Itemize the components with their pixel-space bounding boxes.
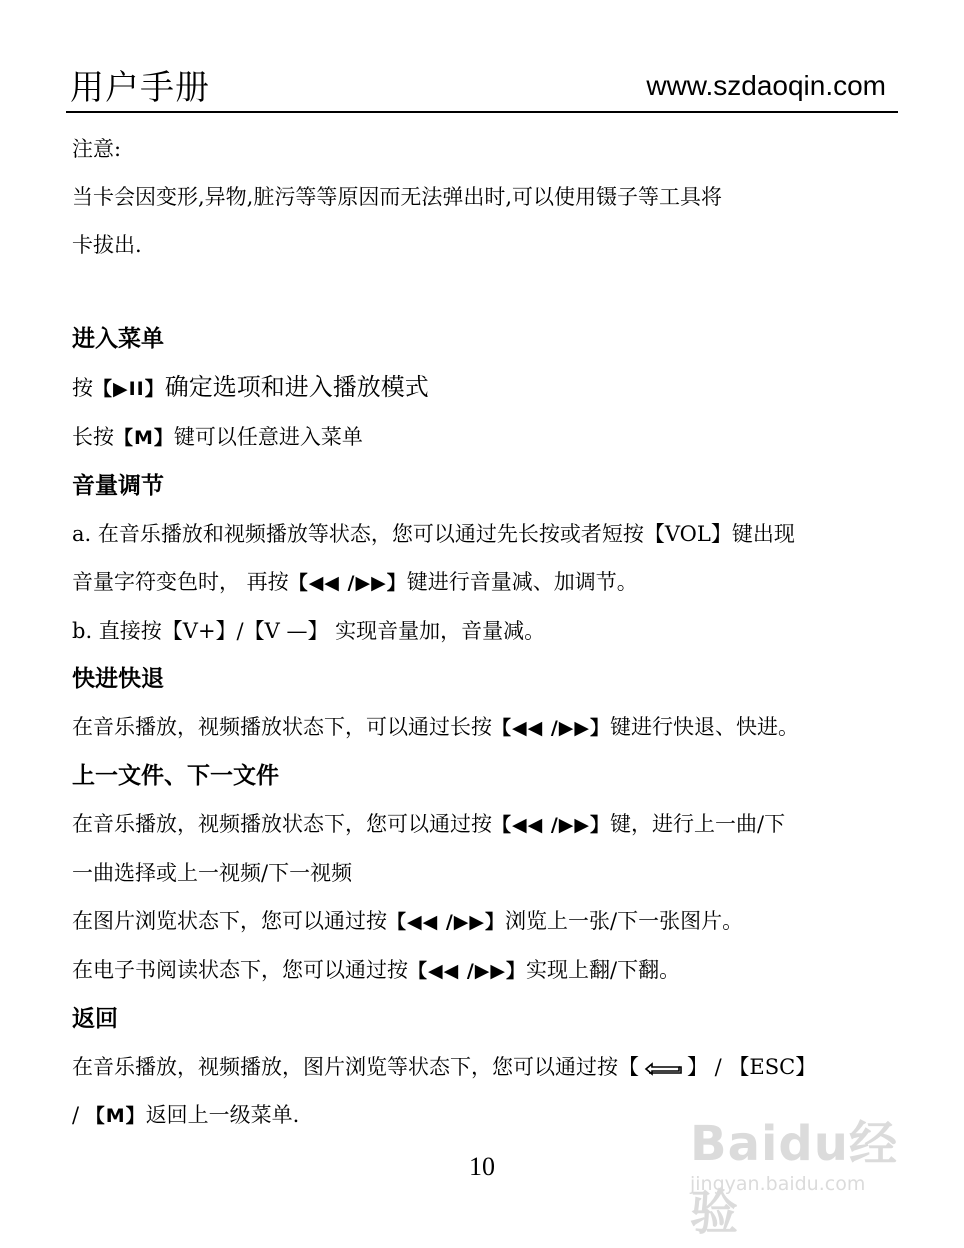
back-line-1-pre: 在音乐播放，视频播放，图片浏览等状态下，您可以通过按【 — [72, 1055, 639, 1079]
menu-line-1-post: 确定选项和进入播放模式 — [164, 373, 429, 401]
volume-line-a2-pre: 音量字符变色时， 再按 — [72, 570, 289, 594]
prevnext-line-1 — [72, 800, 897, 849]
volume-line-a2-post: 键进行音量减、加调节。 — [406, 570, 638, 594]
menu-line-2-pre: 长按 — [72, 425, 114, 449]
prevnext-line-3-pre: 在图片浏览状态下，您可以通过按 — [72, 909, 387, 933]
m-key: 【M】 — [85, 1105, 146, 1127]
note-line-1: 当卡会因变形,异物,脏污等等原因而无法弹出时,可以使用镊子等工具将 — [72, 185, 723, 209]
fastforward-line-1-pre: 在音乐播放，视频播放状态下，可以通过长按 — [72, 715, 492, 739]
prevnext-line-3 — [72, 897, 897, 946]
prevnext-line-4-post: 实现上翻/下翻。 — [526, 958, 681, 982]
volume-line-a1: a. 在音乐播放和视频播放等状态，您可以通过先长按或者短按【VOL】键出现 — [72, 522, 795, 546]
heading-volume: 音量调节 — [72, 473, 164, 499]
section-gap — [72, 269, 897, 315]
heading-back: 返回 — [72, 1006, 118, 1032]
back-line-2-post: 返回上一级菜单. — [145, 1103, 300, 1127]
back-line-2-pre: / — [72, 1103, 86, 1127]
play-pause-key: 【▶II】 — [93, 378, 165, 400]
prev-next-key: 【◀◀ /▶▶】 — [288, 572, 407, 594]
menu-line-1-pre: 按 — [72, 376, 93, 400]
fastforward-line-1 — [72, 703, 897, 752]
header-url: www.szdaoqin.com — [646, 70, 886, 101]
prevnext-line-1-post: 键，进行上一曲/下 — [610, 812, 786, 836]
volume-line-b: b. 直接按【V+】/【V —】 实现音量加，音量减。 — [72, 619, 546, 643]
prevnext-line-3-post: 浏览上一张/下一张图片。 — [505, 909, 744, 933]
page-number: 10 — [469, 1152, 495, 1181]
back-line-1-post: 】 / 【ESC】 — [687, 1055, 817, 1079]
return-arrow-icon — [643, 1062, 683, 1076]
watermark-url: jingyan.baidu.com — [690, 1173, 866, 1195]
prev-next-key: 【◀◀ /▶▶】 — [492, 814, 611, 836]
m-key: 【M】 — [114, 427, 174, 449]
prev-next-key: 【◀◀ /▶▶】 — [408, 960, 527, 982]
watermark-logo: Baidu经验 — [690, 1116, 898, 1241]
note-label: 注意: — [72, 137, 122, 161]
heading-fast-forward: 快进快退 — [72, 666, 164, 692]
prev-next-key: 【◀◀ /▶▶】 — [492, 717, 611, 739]
heading-prev-next-file: 上一文件、下一文件 — [72, 763, 279, 789]
prevnext-line-4 — [72, 946, 897, 995]
prevnext-line-1-pre: 在音乐播放，视频播放状态下，您可以通过按 — [72, 812, 492, 836]
menu-line-2 — [72, 413, 897, 462]
baidu-watermark — [690, 1105, 920, 1241]
prev-next-key: 【◀◀ /▶▶】 — [387, 911, 506, 933]
heading-enter-menu: 进入菜单 — [72, 326, 164, 352]
fastforward-line-1-post: 键进行快退、快进。 — [610, 715, 800, 739]
page-content — [72, 125, 897, 1140]
note-line-2: 卡拔出. — [72, 233, 142, 257]
header-title: 用户手册 — [70, 68, 210, 108]
prevnext-line-4-pre: 在电子书阅读状态下，您可以通过按 — [72, 958, 408, 982]
volume-line-a2 — [72, 558, 897, 607]
menu-line-2-post: 键可以任意进入菜单 — [173, 425, 363, 449]
menu-line-1 — [72, 363, 897, 413]
back-line-1 — [72, 1043, 897, 1091]
header-rule — [66, 111, 898, 113]
prevnext-line-2: 一曲选择或上一视频/下一视频 — [72, 861, 353, 885]
